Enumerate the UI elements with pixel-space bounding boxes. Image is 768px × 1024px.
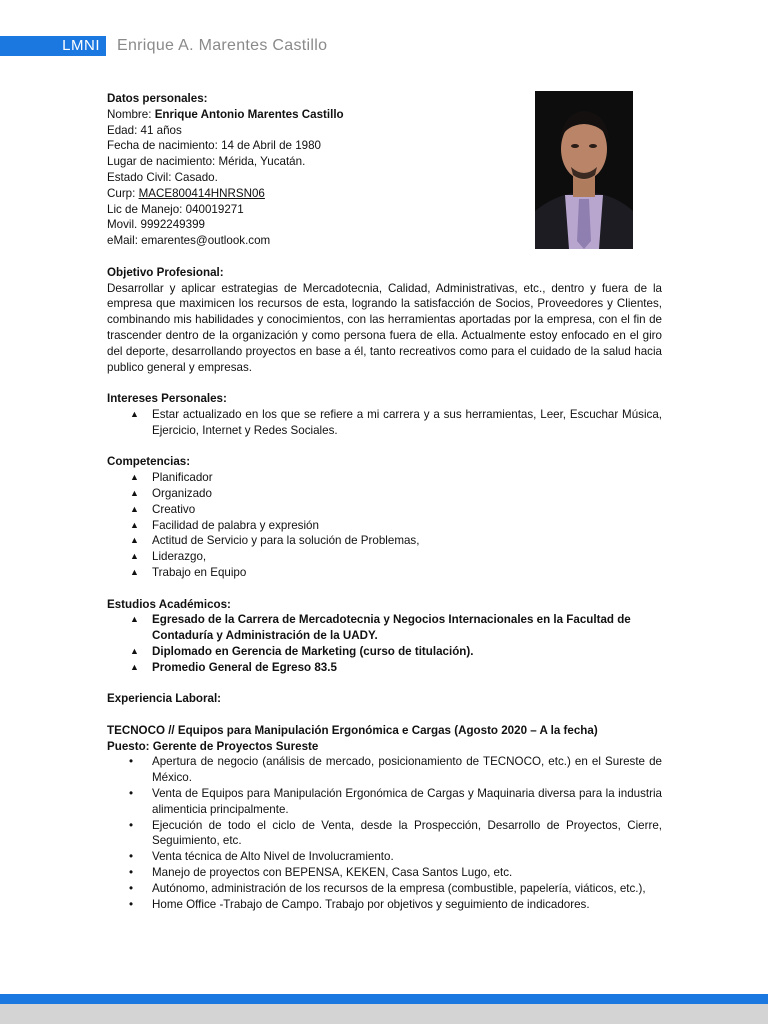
list-item xyxy=(107,660,662,676)
bullet-icon: • xyxy=(129,787,134,801)
list-item-text: Facilidad de palabra y expresión xyxy=(152,518,319,532)
list-item xyxy=(107,644,662,660)
bullet-icon: • xyxy=(129,866,134,880)
license-line: Lic de Manejo: 040019271 xyxy=(107,202,244,216)
list-item-text: Apertura de negocio (análisis de mercado, posicionamiento de TECNOCO, etc.) en el Sureste de México. xyxy=(152,755,662,785)
triangle-bullet-icon: ▲ xyxy=(130,472,139,483)
name-value: Enrique Antonio Marentes Castillo xyxy=(154,107,344,121)
triangle-bullet-icon: ▲ xyxy=(130,661,139,672)
list-item xyxy=(107,612,662,644)
list-item xyxy=(107,849,662,865)
list-item-text: Egresado de la Carrera de Mercadotecnia y Negocios Internacionales en la Facultad de Contaduría y Administración de la UADY. xyxy=(152,613,631,643)
triangle-bullet-icon: ▲ xyxy=(130,645,139,656)
list-item xyxy=(107,881,662,897)
list-item xyxy=(107,533,662,549)
experience-title: Experiencia Laboral: xyxy=(107,692,222,706)
personal-section xyxy=(107,91,662,249)
list-item-text: Planificador xyxy=(152,471,213,485)
experience-list xyxy=(107,754,662,912)
triangle-bullet-icon: ▲ xyxy=(130,566,139,577)
triangle-bullet-icon: ▲ xyxy=(130,614,139,625)
list-item-text: Ejecución de todo el ciclo de Venta, desde la Prospección, Desarrollo de Proyectos, Cierre, Seguimiento, etc. xyxy=(152,818,662,848)
studies-section xyxy=(107,597,662,676)
position-line: Puesto: Gerente de Proyectos Sureste xyxy=(107,739,319,753)
mobile-line: Movil. 9992249399 xyxy=(107,218,205,232)
objective-title: Objetivo Profesional: xyxy=(107,265,224,279)
skills-title: Competencias: xyxy=(107,455,191,469)
list-item-text: Organizado xyxy=(152,486,212,500)
triangle-bullet-icon: ▲ xyxy=(130,408,139,419)
list-item-text: Liderazgo, xyxy=(152,550,207,564)
list-item xyxy=(107,470,662,486)
list-item xyxy=(107,549,662,565)
list-item xyxy=(107,754,662,786)
list-item-text: Promedio General de Egreso 83.5 xyxy=(152,660,337,674)
personal-title: Datos personales: xyxy=(107,92,208,105)
list-item-text: Venta de Equipos para Manipulación Ergonómica de Cargas y Maquinaria diversa para la industria alimenticia principalmente. xyxy=(152,787,662,816)
bullet-icon: • xyxy=(129,881,134,895)
age-line: Edad: 41 años xyxy=(107,123,182,137)
bullet-icon: • xyxy=(129,755,134,769)
footer-accent-bar xyxy=(0,994,768,1004)
objective-section xyxy=(107,265,662,376)
name-label: Nombre: xyxy=(107,107,155,121)
header-tag: LMNI xyxy=(0,36,106,56)
birthdate-line: Fecha de nacimiento: 14 de Abril de 1980 xyxy=(107,139,321,153)
list-item xyxy=(107,865,662,881)
interests-list xyxy=(107,407,662,439)
list-item xyxy=(107,486,662,502)
curp-value: MACE800414HNRSN06 xyxy=(138,186,265,200)
list-item-text: Autónomo, administración de los recursos de la empresa (combustible, papelería, viáticos, etc.), xyxy=(152,881,646,895)
list-item-text: Creativo xyxy=(152,502,196,516)
list-item xyxy=(107,518,662,534)
skills-section xyxy=(107,454,662,580)
objective-text: Desarrollar y aplicar estrategias de Mercadotecnia, Calidad, Administrativas, etc., dentro y fuera de la empresa que maximicen los recursos de esta, logrando la satisfacción de Socios, Proveedores y Clientes, combinando mis habilidades y conocimientos, con las herramientas aportadas por la empresa, con el fin de trascender dentro de la organización y como persona fuera de ella. Actualmente estoy enfocado en el giro del deporte, desarrollando proyectos en base a él, tanto recreativos como para el cuidado de la salud hacia publico general y empresas. xyxy=(107,281,662,374)
list-item-text: Actitud de Servicio y para la solución de Problemas, xyxy=(152,534,420,548)
list-item xyxy=(107,565,662,581)
list-item xyxy=(107,897,662,913)
bullet-icon: • xyxy=(129,818,134,832)
header-name: Enrique A. Marentes Castillo xyxy=(117,37,328,54)
triangle-bullet-icon: ▲ xyxy=(130,535,139,546)
resume-content xyxy=(107,91,662,912)
curp-label: Curp: xyxy=(107,186,139,200)
civil-status-line: Estado Civil: Casado. xyxy=(107,170,218,184)
bullet-icon: • xyxy=(129,850,134,864)
interests-title: Intereses Personales: xyxy=(107,392,227,406)
interests-section xyxy=(107,391,662,438)
triangle-bullet-icon: ▲ xyxy=(130,487,139,498)
list-item xyxy=(107,502,662,518)
experience-section xyxy=(107,723,662,913)
triangle-bullet-icon: ▲ xyxy=(130,503,139,514)
email-line: eMail: emarentes@outlook.com xyxy=(107,234,271,248)
footer-gray-bar xyxy=(0,1004,768,1024)
triangle-bullet-icon: ▲ xyxy=(130,519,139,530)
company-line: TECNOCO // Equipos para Manipulación Ergonómica e Cargas (Agosto 2020 – A la fecha) xyxy=(107,723,598,737)
list-item xyxy=(107,786,662,818)
skills-list xyxy=(107,470,662,581)
page-header xyxy=(0,36,768,56)
birthplace-line: Lugar de nacimiento: Mérida, Yucatán. xyxy=(107,155,306,169)
list-item-text: Diplomado en Gerencia de Marketing (curso de titulación). xyxy=(152,644,474,658)
list-item-text: Home Office -Trabajo de Campo. Trabajo por objetivos y seguimiento de indicadores. xyxy=(152,897,590,911)
list-item-text: Manejo de proyectos con BEPENSA, KEKEN, Casa Santos Lugo, etc. xyxy=(152,866,513,880)
list-item xyxy=(107,818,662,850)
list-item-text: Venta técnica de Alto Nivel de Involucramiento. xyxy=(152,850,394,864)
list-item-text: Estar actualizado en los que se refiere a mi carrera y a sus herramientas, Leer, Escuchar Música, Ejercicio, Internet y Redes Sociales. xyxy=(152,407,662,437)
name-line xyxy=(107,107,662,123)
list-item-text: Trabajo en Equipo xyxy=(152,565,247,579)
studies-list xyxy=(107,612,662,675)
triangle-bullet-icon: ▲ xyxy=(130,551,139,562)
studies-title: Estudios Académicos: xyxy=(107,597,231,611)
bullet-icon: • xyxy=(129,897,134,911)
list-item xyxy=(107,407,662,439)
curp-line xyxy=(107,186,662,202)
